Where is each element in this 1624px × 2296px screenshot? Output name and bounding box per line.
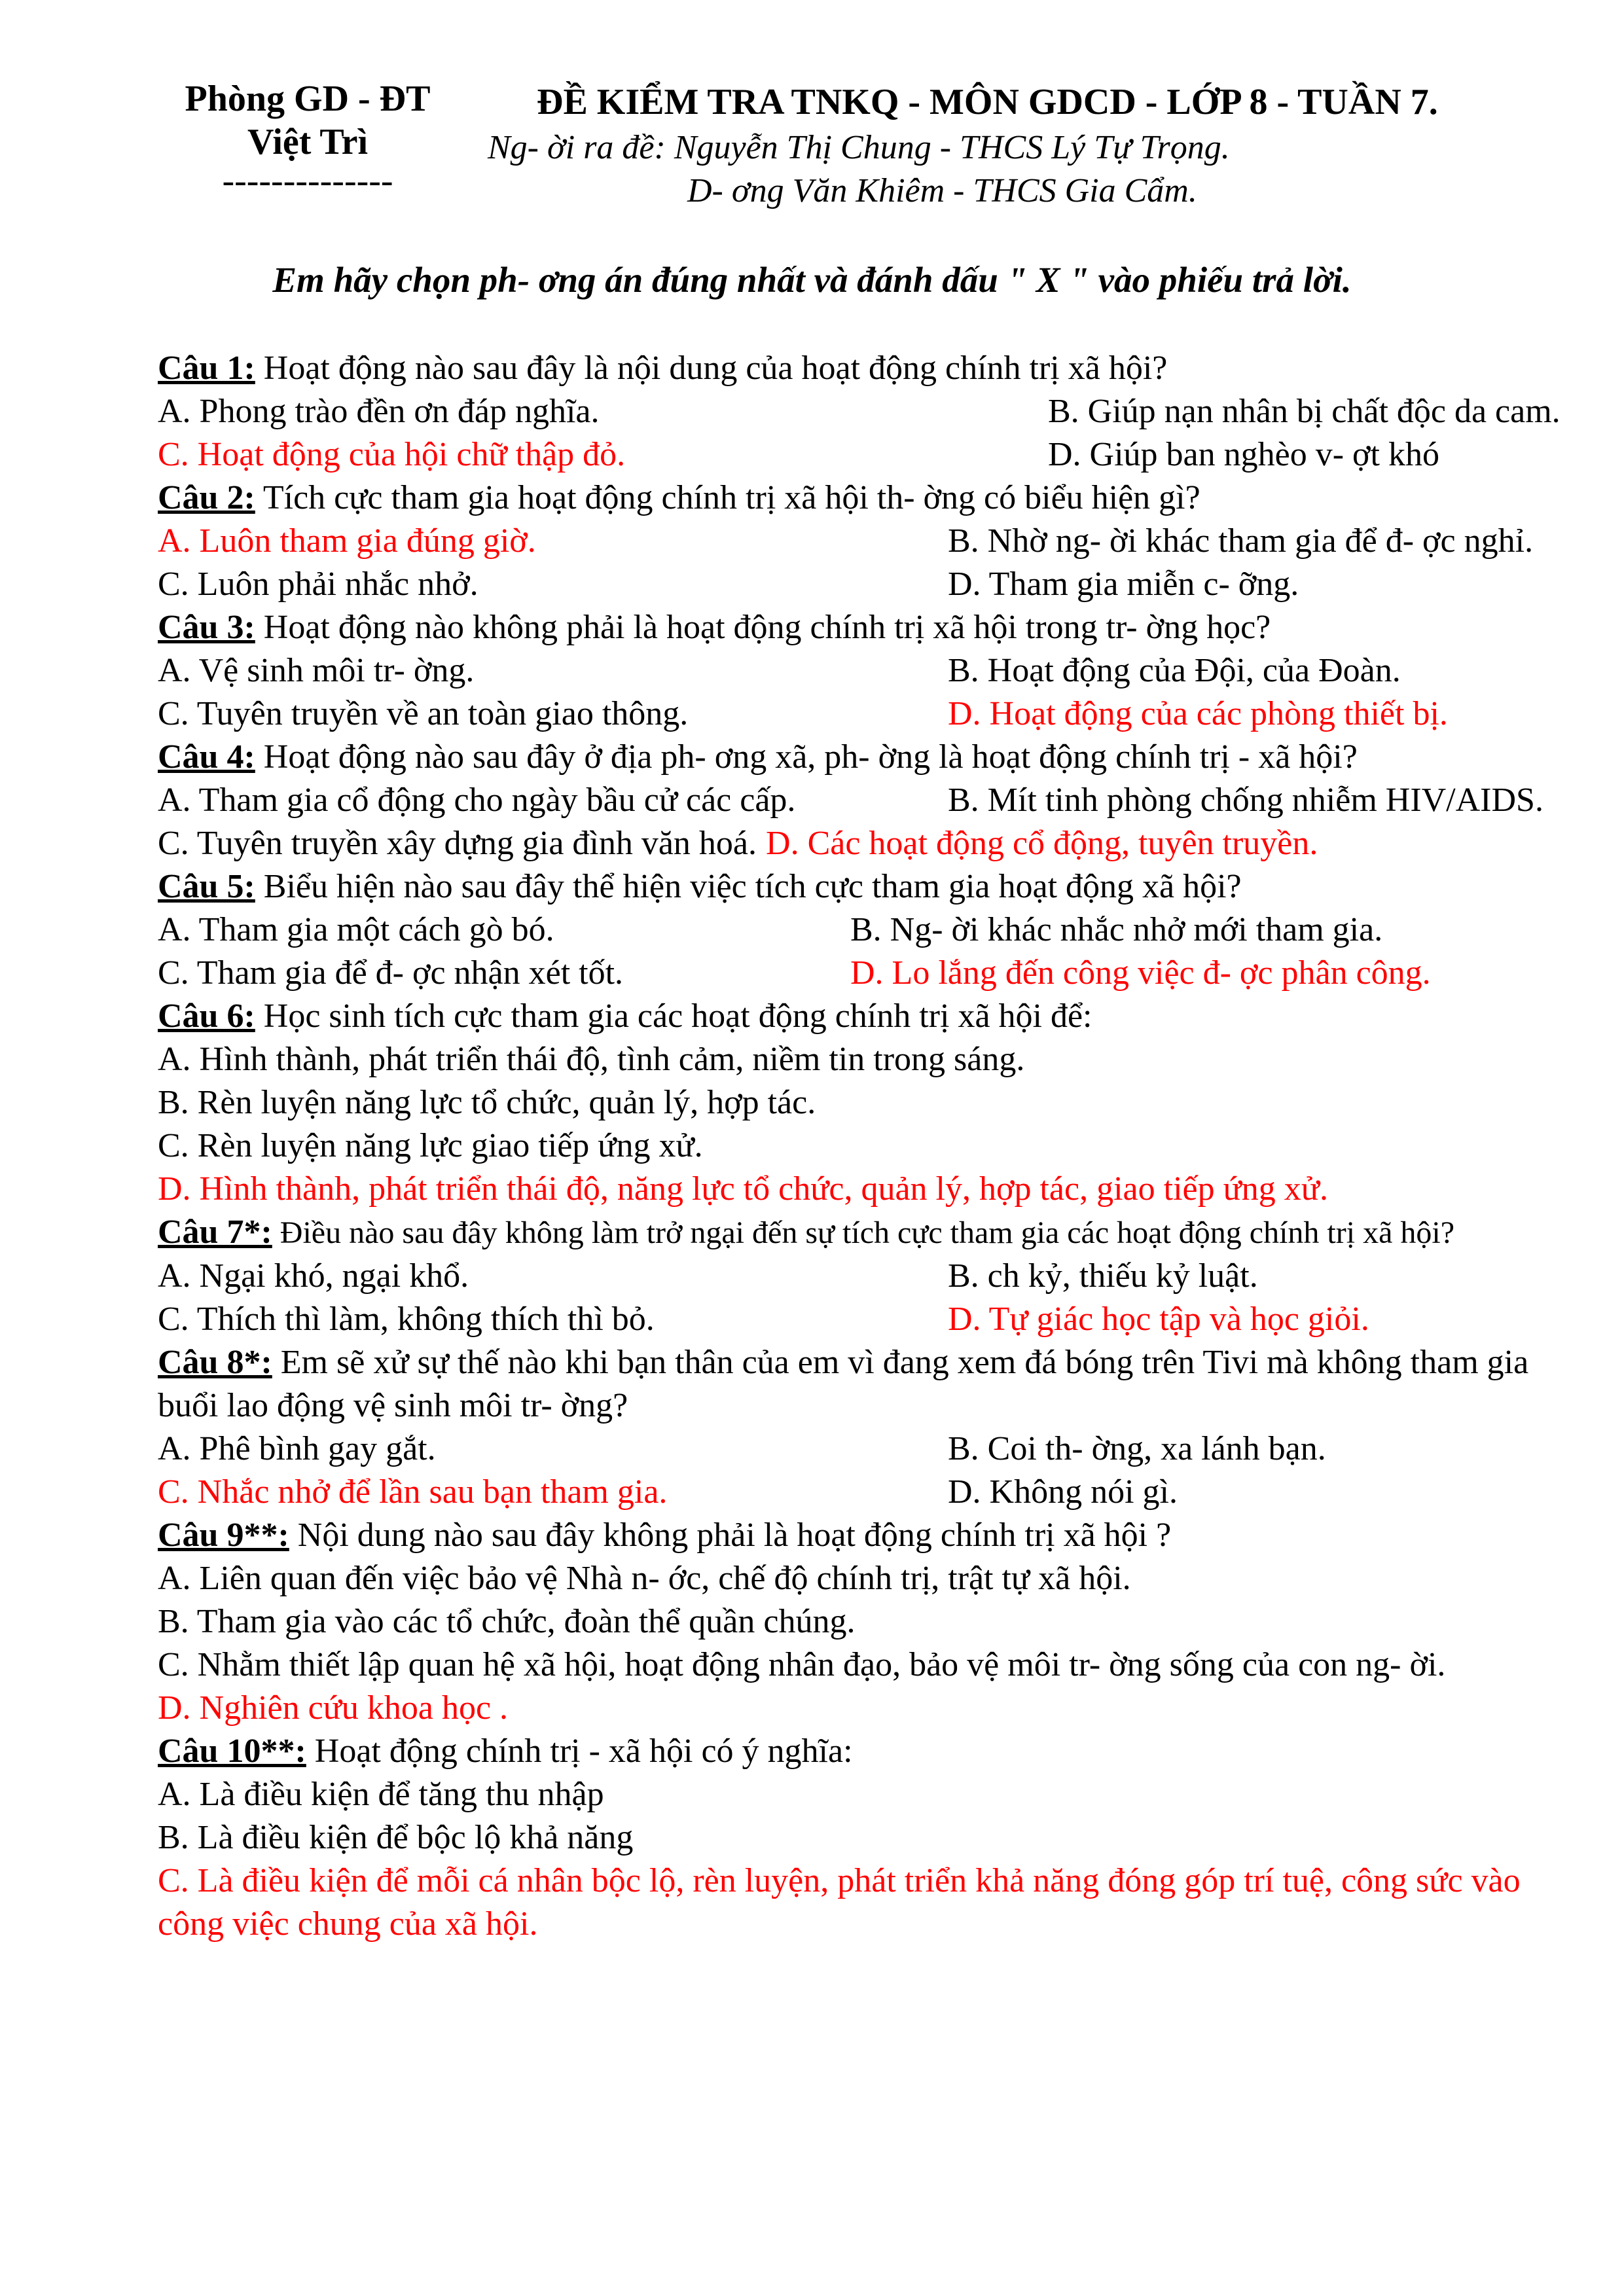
question-text: Biểu hiện nào sau đây thể hiện việc tích cực tham gia hoạt động xã hội? <box>255 868 1242 905</box>
option-row <box>158 1427 1562 1471</box>
question-label: Câu 4: <box>158 738 255 776</box>
option-row <box>158 649 1562 692</box>
option-correct: D. Nghiên cứu khoa học . <box>158 1689 509 1727</box>
option: B. Là điều kiện để bộc lộ khả năng <box>158 1819 634 1856</box>
option: A. Là điều kiện để tăng thu nhập <box>158 1776 604 1813</box>
option-row <box>158 1471 1562 1514</box>
option: B. Coi th- ờng, xa lánh bạn. <box>948 1430 1326 1467</box>
question-9 <box>158 1514 1562 1730</box>
option-correct: D. Tự giác học tập và học giỏi. <box>948 1300 1369 1338</box>
option: D. Tham gia miễn c- ỡng. <box>948 565 1299 603</box>
question-stem <box>158 865 1562 908</box>
option-row <box>158 1255 1562 1298</box>
question-stem <box>158 1514 1562 1557</box>
option-row <box>158 1038 1562 1081</box>
option-correct: C. Hoạt động của hội chữ thập đỏ. <box>158 436 626 473</box>
option: B. ch kỷ, thiếu kỷ luật. <box>948 1257 1258 1295</box>
option-row <box>158 1643 1562 1687</box>
option: A. Tham gia một cách gò bó. <box>158 911 554 948</box>
option-row <box>158 952 1562 995</box>
question-label: Câu 2: <box>158 479 255 516</box>
department-city: Việt Trì <box>247 122 369 162</box>
question-3 <box>158 606 1562 736</box>
option: A. Liên quan đến việc bảo vệ Nhà n- ớc, chế độ chính trị, trật tự xã hội. <box>158 1560 1131 1597</box>
option-correct: A. Luôn tham gia đúng giờ. <box>158 522 536 560</box>
question-text: Tích cực tham gia hoạt động chính trị xã hội th- ờng có biểu hiện gì? <box>255 479 1200 516</box>
option: C. Luôn phải nhắc nhở. <box>158 565 478 603</box>
question-1 <box>158 347 1562 476</box>
option: B. Nhờ ng- ời khác tham gia để đ- ợc nghỉ. <box>948 522 1534 560</box>
option-row <box>158 908 1562 952</box>
question-stem <box>158 995 1562 1038</box>
option-row <box>158 390 1562 433</box>
question-text: Hoạt động nào không phải là hoạt động chính trị xã hội trong tr- ờng học? <box>255 609 1271 646</box>
option-correct: D. Các hoạt động cổ động, tuyên truyền. <box>766 825 1318 862</box>
question-4 <box>158 736 1562 865</box>
question-label: Câu 10**: <box>158 1732 306 1770</box>
option-row <box>158 520 1562 563</box>
option-row <box>158 1168 1562 1211</box>
question-2 <box>158 476 1562 606</box>
option-correct: C. Là điều kiện để mỗi cá nhân bộc lộ, rèn luyện, phát triển khả năng đóng góp trí tuệ, công sức vào công việc chung của xã hội. <box>158 1862 1521 1943</box>
author-line-2: D- ơng Văn Khiêm - THCS Gia Cẩm. <box>687 172 1197 209</box>
question-text: Điều nào sau đây không làm trở ngại đến sự tích cực tham gia các hoạt động chính trị xã hội? <box>272 1215 1455 1250</box>
option: C. Rèn luyện năng lực giao tiếp ứng xử. <box>158 1127 703 1164</box>
option: C. Tuyên truyền xây dựng gia đình văn hoá. <box>158 825 757 862</box>
option-row <box>158 433 1562 476</box>
question-text: Hoạt động chính trị - xã hội có ý nghĩa: <box>306 1732 853 1770</box>
option-row <box>158 1600 1562 1643</box>
question-stem <box>158 736 1562 779</box>
question-10 <box>158 1730 1562 1946</box>
option: D. Không nói gì. <box>948 1473 1178 1511</box>
question-text: Hoạt động nào sau đây là nội dung của hoạt động chính trị xã hội? <box>255 350 1168 387</box>
department-rule: -------------- <box>222 160 393 201</box>
option-row <box>158 1773 1562 1816</box>
question-text: Nội dung nào sau đây không phải là hoạt động chính trị xã hội ? <box>289 1516 1172 1554</box>
option: A. Hình thành, phát triển thái độ, tình cảm, niềm tin trong sáng. <box>158 1041 1025 1078</box>
option-row <box>158 779 1562 822</box>
option-correct: D. Hình thành, phát triển thái độ, năng lực tổ chức, quản lý, hợp tác, giao tiếp ứng xử. <box>158 1170 1328 1208</box>
option: D. Giúp ban nghèo v- ợt khó <box>1048 436 1439 473</box>
question-8 <box>158 1341 1562 1514</box>
option: B. Hoạt động của Đội, của Đoàn. <box>948 652 1401 689</box>
question-7 <box>158 1211 1562 1341</box>
question-label: Câu 5: <box>158 868 255 905</box>
option: A. Phong trào đền ơn đáp nghĩa. <box>158 393 600 430</box>
department-block <box>177 77 439 201</box>
question-list <box>158 347 1562 1946</box>
option: A. Vệ sinh môi tr- ờng. <box>158 652 475 689</box>
option: B. Mít tinh phòng chống nhiễm HIV/AIDS. <box>948 781 1543 819</box>
question-label: Câu 6: <box>158 997 255 1035</box>
option: B. Rèn luyện năng lực tổ chức, quản lý, hợp tác. <box>158 1084 816 1121</box>
question-6 <box>158 995 1562 1211</box>
option: B. Ng- ời khác nhắc nhở mới tham gia. <box>850 911 1383 948</box>
exam-title: ĐỀ KIỂM TRA TNKQ - MÔN GDCD - LỚP 8 - TUẦN 7. <box>537 82 1438 122</box>
option-row <box>158 1687 1562 1730</box>
question-stem <box>158 1730 1562 1773</box>
question-text: Hoạt động nào sau đây ở địa ph- ơng xã, ph- ờng là hoạt động chính trị - xã hội? <box>255 738 1358 776</box>
option: B. Giúp nạn nhân bị chất độc da cam. <box>1048 393 1561 430</box>
department-name: Phòng GD - ĐT <box>185 79 431 119</box>
option-row <box>158 1557 1562 1600</box>
question-label: Câu 1: <box>158 350 255 387</box>
question-stem <box>158 1211 1562 1255</box>
option-row <box>158 1859 1562 1946</box>
option-row <box>158 1124 1562 1168</box>
option: C. Tuyên truyền về an toàn giao thông. <box>158 695 689 732</box>
question-label: Câu 9**: <box>158 1516 289 1554</box>
question-label: Câu 7*: <box>158 1213 272 1251</box>
question-stem <box>158 606 1562 649</box>
option: C. Thích thì làm, không thích thì bỏ. <box>158 1300 655 1338</box>
question-text: Em sẽ xử sự thế nào khi bạn thân của em vì đang xem đá bóng trên Tivi mà không tham gia buổi lao động vệ sinh môi tr- ờng? <box>158 1344 1529 1424</box>
option-correct: D. Hoạt động của các phòng thiết bị. <box>948 695 1448 732</box>
question-5 <box>158 865 1562 995</box>
option: A. Tham gia cổ động cho ngày bầu cử các cấp. <box>158 781 796 819</box>
option-correct: C. Nhắc nhở để lần sau bạn tham gia. <box>158 1473 668 1511</box>
option-correct: D. Lo lắng đến công việc đ- ợc phân công. <box>850 954 1431 992</box>
question-label: Câu 3: <box>158 609 255 646</box>
option-row <box>158 563 1562 606</box>
question-text: Học sinh tích cực tham gia các hoạt động chính trị xã hội để: <box>255 997 1092 1035</box>
option-row <box>158 1816 1562 1859</box>
option-row <box>158 692 1562 736</box>
author-line-1: Ng- ời ra đề: Nguyễn Thị Chung - THCS Lý Tự Trọng. <box>488 129 1230 166</box>
instruction: Em hãy chọn ph- ơng án đúng nhất và đánh dấu " X " vào phiếu trả lời. <box>272 260 1352 300</box>
option: C. Tham gia để đ- ợc nhận xét tốt. <box>158 954 624 992</box>
option: C. Nhằm thiết lập quan hệ xã hội, hoạt động nhân đạo, bảo vệ môi tr- ờng sống của con ng- ời. <box>158 1646 1446 1683</box>
question-stem <box>158 1341 1562 1427</box>
option-row <box>158 822 1562 865</box>
option-row <box>158 1298 1562 1341</box>
option: B. Tham gia vào các tổ chức, đoàn thể quần chúng. <box>158 1603 856 1640</box>
question-stem <box>158 476 1562 520</box>
option: A. Ngại khó, ngại khổ. <box>158 1257 469 1295</box>
question-stem <box>158 347 1562 390</box>
question-label: Câu 8*: <box>158 1344 272 1381</box>
option-row <box>158 1081 1562 1124</box>
option: A. Phê bình gay gắt. <box>158 1430 436 1467</box>
